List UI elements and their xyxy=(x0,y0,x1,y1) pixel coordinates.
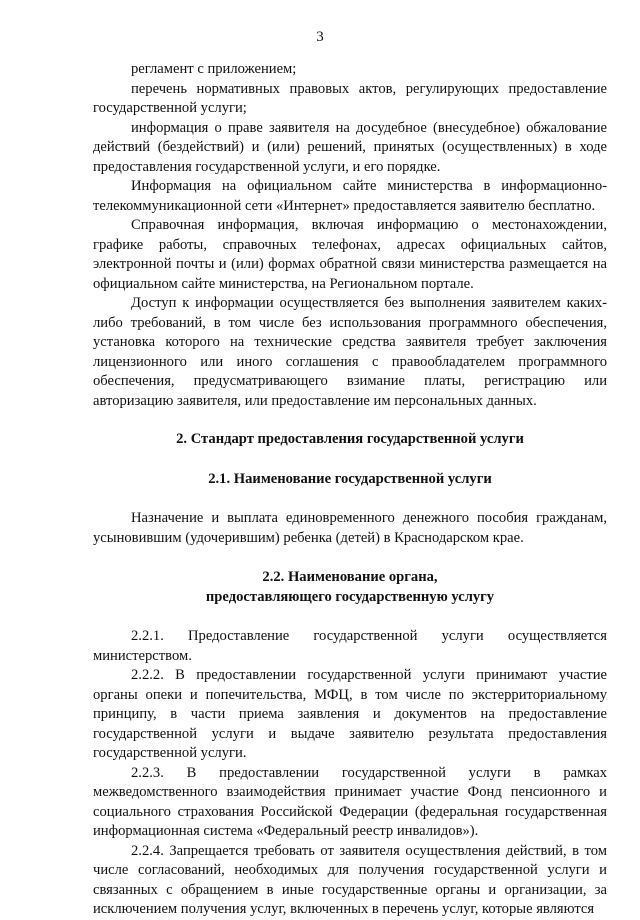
paragraph-website-info: Информация на официальном сайте министерства в информационно-телекоммуникационной сети «Интернет» предоставляется заявителю бесплатно. xyxy=(93,178,607,214)
section-heading-2: 2. Стандарт предоставления государственной услуги xyxy=(176,431,524,447)
page-number: 3 xyxy=(316,29,324,45)
section-heading-2-1: 2.1. Наименование государственной услуги xyxy=(208,470,492,487)
paragraph-service-name: Назначение и выплата единовременного денежного пособия гражданам, усыновившим (удочерившим) ребенка (детей) в Краснодарском крае. xyxy=(93,510,607,546)
paragraph-2-2-3: 2.2.3. В предоставлении государственной услуги в рамках межведомственного взаимодействия принимает участие Фонд пенсионного и социального страхования Российской Федерации (федеральная государственная информационная система «Федеральный реестр инвалидов»). xyxy=(93,764,607,839)
document-body xyxy=(93,60,607,920)
paragraph-reglament: регламент с приложением; xyxy=(131,61,297,77)
paragraph-npa-list: перечень нормативных правовых актов, регулирующих предоставление государственной услуги; xyxy=(93,80,607,116)
section-heading-2-2-line1: 2.2. Наименование органа, xyxy=(262,569,438,585)
paragraph-2-2-2: 2.2.2. В предоставлении государственной услуги принимают участие органы опеки и попечительства, МФЦ, в том числе по экстерриториальному принципу, в части приема заявления и документов на предоставление государственной услуги и выдаче заявителю результата предоставления государственной услуги. xyxy=(93,667,607,761)
section-heading-2-2-line2: предоставляющего государственную услугу xyxy=(205,588,495,605)
paragraph-access-info: Доступ к информации осуществляется без выполнения заявителем каких-либо требований, в том числе без использования программного обеспечения, установка которого на технические средства заявителя требует заключения лицензионного или иного соглашения с правообладателем программного обеспечения, предусматривающего взимание платы, регистрацию или авторизацию заявителя, или предоставление им персональных данных. xyxy=(93,295,607,409)
paragraph-appeal-rights: информация о праве заявителя на досудебное (внесудебное) обжалование действий (бездействий) и (или) решений, принятых (осуществленных) в ходе предоставления государственной услуги, и его порядке. xyxy=(93,119,607,175)
paragraph-2-2-4: 2.2.4. Запрещается требовать от заявителя осуществления действий, в том числе согласований, необходимых для получения государственной услуги и связанных с обращением в иные государственные органы и организации, за исключением получения услуг, включенных в перечень услуг, которые являются xyxy=(93,842,607,917)
paragraph-2-2-1: 2.2.1. Предоставление государственной услуги осуществляется министерством. xyxy=(93,628,607,664)
paragraph-reference-info: Справочная информация, включая информацию о местонахождении, графике работы, справочных телефонах, адресах официальных сайтов, электронной почты и (или) формах обратной связи министерства размещается на официальном сайте министерства, на Региональном портале. xyxy=(93,217,607,292)
